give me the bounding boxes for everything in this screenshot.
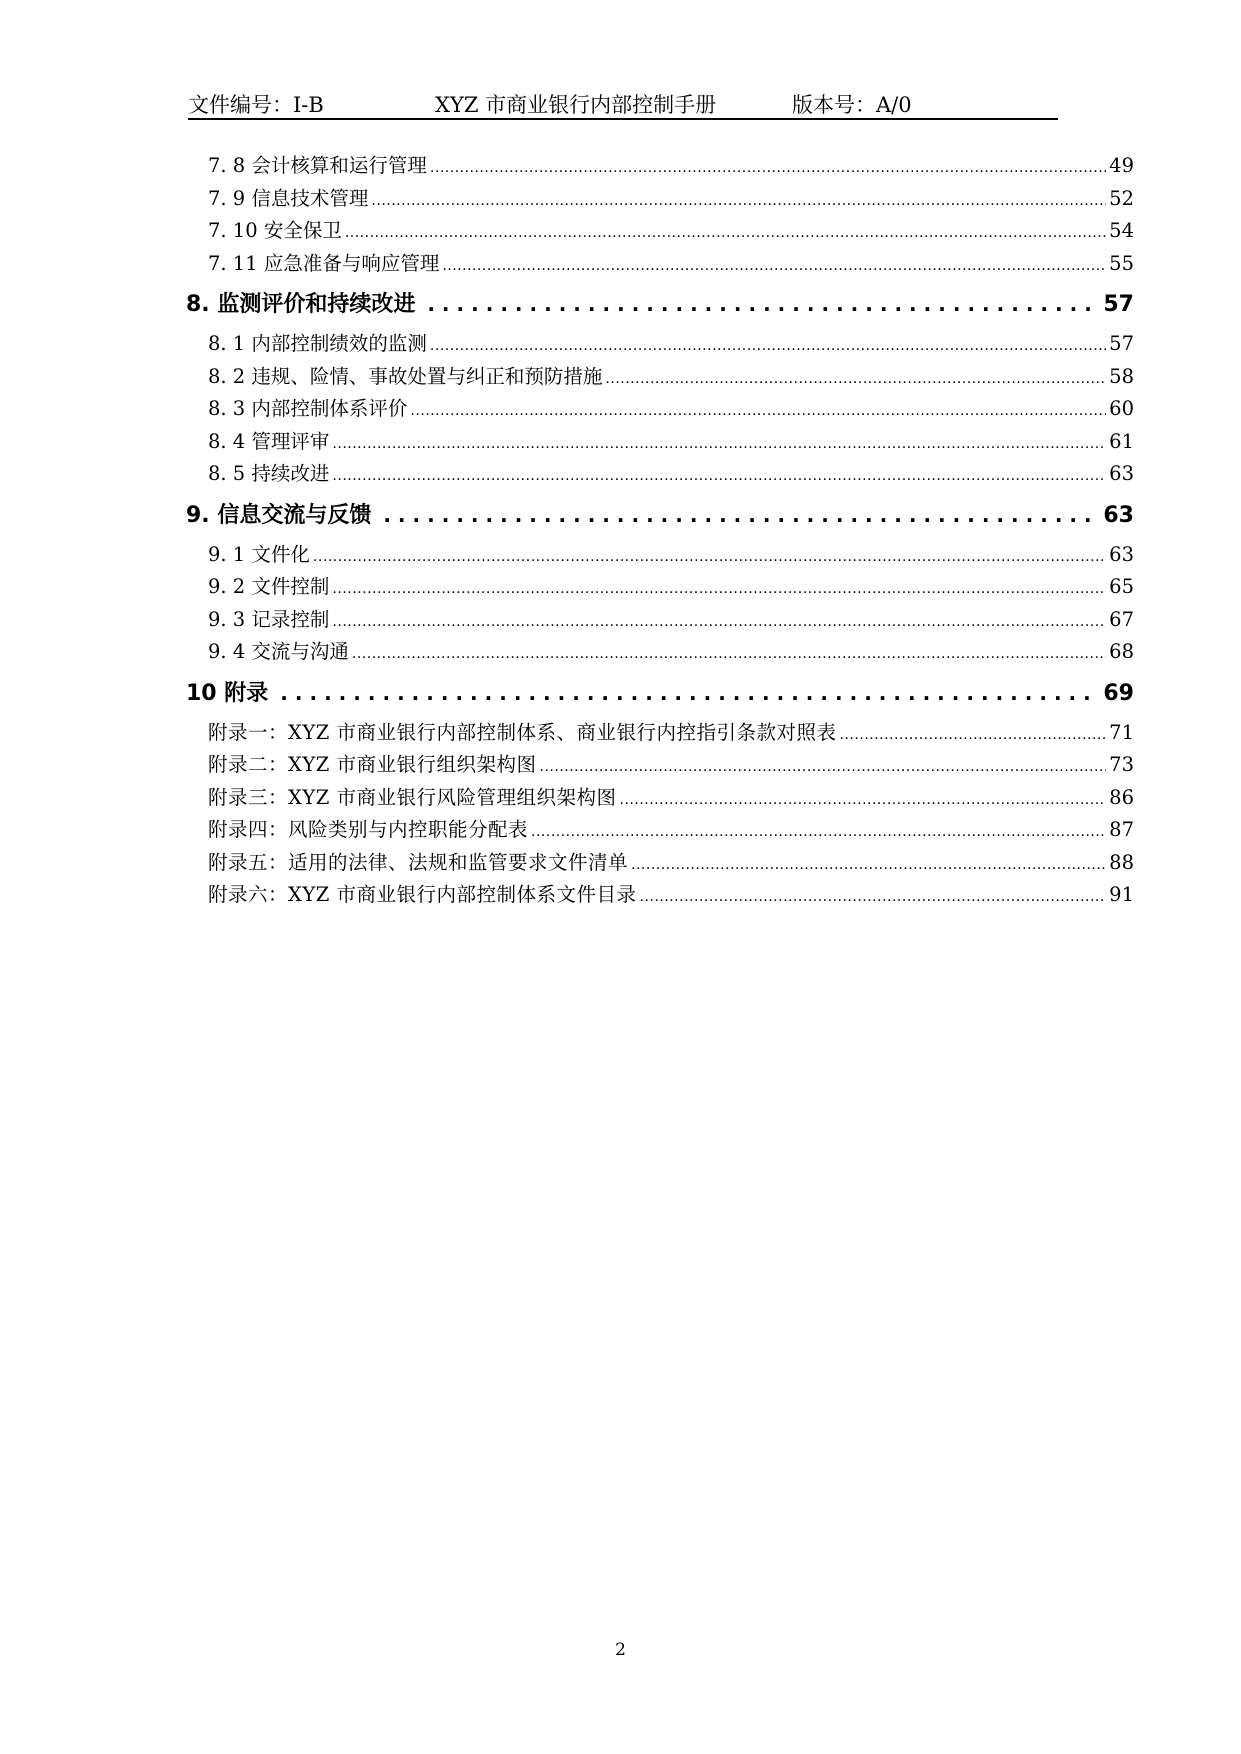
toc-entry[interactable]: [186, 847, 1134, 880]
toc-entry-page-number: 55: [1109, 251, 1134, 275]
toc-dot-leader: [332, 573, 1106, 606]
toc-dot-leader: [352, 638, 1106, 671]
toc-dot-leader: [540, 751, 1107, 784]
toc-dot-leader: [371, 185, 1106, 218]
document-title: XYZ 市商业银行内部控制手册: [435, 93, 717, 117]
toc-entry[interactable]: [186, 636, 1134, 669]
toc-dot-leader: [280, 669, 1097, 717]
toc-entry-label: 10 附录: [186, 680, 269, 706]
toc-entry-label: 7. 10 安全保卫: [208, 219, 342, 242]
toc-entry-label: 8. 2 违规、险情、事故处置与纠正和预防措施: [208, 364, 603, 388]
toc-entry-page-number: 87: [1109, 818, 1134, 841]
toc-entry-page-number: 67: [1109, 607, 1134, 631]
toc-entry-label: 9. 3 记录控制: [208, 607, 330, 631]
toc-entry-label: 8. 5 持续改进: [208, 462, 330, 485]
toc-entry-label: 8. 监测评价和持续改进: [186, 292, 416, 317]
toc-entry[interactable]: [186, 717, 1134, 750]
toc-entry[interactable]: [186, 328, 1134, 361]
toc-entry-label: 附录三：XYZ 市商业银行风险管理组织架构图: [208, 785, 617, 809]
toc-entry-page-number: 63: [1109, 462, 1134, 485]
toc-dot-leader: [620, 784, 1107, 817]
toc-entry-label: 8. 1 内部控制绩效的监测: [208, 332, 427, 355]
toc-dot-leader: [332, 428, 1106, 461]
toc-dot-leader: [427, 280, 1097, 328]
toc-dot-leader: [631, 849, 1106, 882]
document-number: 文件编号：I-B: [188, 93, 324, 117]
toc-entry[interactable]: [186, 879, 1134, 912]
toc-entry-page-number: 52: [1109, 186, 1134, 210]
toc-entry-label: 9. 4 交流与沟通: [208, 640, 349, 663]
toc-entry[interactable]: [186, 749, 1134, 782]
toc-entry[interactable]: [186, 150, 1134, 183]
toc-section-heading[interactable]: [186, 491, 1134, 539]
toc-entry-page-number: 71: [1109, 720, 1134, 744]
toc-dot-leader: [345, 217, 1106, 250]
toc-entry[interactable]: [186, 814, 1134, 847]
toc-entry-label: 附录四：风险类别与内控职能分配表: [208, 818, 529, 841]
page-number: 2: [615, 1640, 626, 1660]
toc-entry-page-number: 88: [1109, 850, 1134, 874]
toc-entry[interactable]: [186, 604, 1134, 637]
toc-entry[interactable]: [186, 539, 1134, 572]
toc-entry[interactable]: [186, 183, 1134, 216]
toc-dot-leader: [442, 250, 1106, 283]
toc-entry-page-number: 61: [1109, 429, 1134, 453]
toc-entry-page-number: 91: [1109, 883, 1134, 906]
toc-entry-page-number: 49: [1109, 154, 1134, 177]
toc-dot-leader: [840, 719, 1107, 752]
toc-entry-label: 附录一：XYZ 市商业银行内部控制体系、商业银行内控指引条款对照表: [208, 720, 837, 744]
toc-dot-leader: [332, 460, 1106, 493]
toc-entry-label: 9. 2 文件控制: [208, 575, 330, 598]
toc-entry-page-number: 68: [1109, 640, 1134, 663]
toc-dot-leader: [332, 606, 1106, 639]
toc-entry[interactable]: [186, 361, 1134, 394]
toc-entry-page-number: 60: [1109, 397, 1134, 420]
toc-entry-page-number: 73: [1109, 753, 1134, 776]
toc-entry-label: 7. 8 会计核算和运行管理: [208, 154, 427, 177]
toc-entry[interactable]: [186, 426, 1134, 459]
toc-entry-page-number: 86: [1109, 785, 1134, 809]
toc-entry-page-number: 65: [1109, 575, 1134, 598]
toc-entry-label: 附录五：适用的法律、法规和监管要求文件清单: [208, 850, 629, 874]
toc-entry-label: 8. 3 内部控制体系评价: [208, 397, 408, 420]
toc-entry-label: 附录六：XYZ 市商业银行内部控制体系文件目录: [208, 883, 637, 906]
toc-entry-page-number: 57: [1109, 332, 1134, 355]
toc-entry-label: 7. 11 应急准备与响应管理: [208, 251, 440, 275]
toc-section-heading[interactable]: [186, 669, 1134, 717]
toc-dot-leader: [430, 152, 1106, 185]
toc-entry[interactable]: [186, 215, 1134, 248]
toc-entry-page-number: 57: [1103, 292, 1134, 317]
toc-entry[interactable]: [186, 782, 1134, 815]
table-of-contents: [186, 150, 1134, 912]
toc-entry[interactable]: [186, 393, 1134, 426]
toc-entry-page-number: 54: [1109, 219, 1134, 242]
toc-dot-leader: [640, 881, 1107, 914]
toc-section-heading[interactable]: [186, 280, 1134, 328]
toc-dot-leader: [605, 363, 1106, 396]
toc-entry-label: 9. 1 文件化: [208, 542, 310, 566]
toc-entry-label: 7. 9 信息技术管理: [208, 186, 369, 210]
toc-dot-leader: [430, 330, 1106, 363]
toc-entry[interactable]: [186, 458, 1134, 491]
page-header: [188, 86, 1058, 120]
toc-entry-label: 8. 4 管理评审: [208, 429, 330, 453]
toc-dot-leader: [410, 395, 1106, 428]
version-number: 版本号：A/0: [792, 93, 912, 117]
toc-dot-leader: [531, 816, 1106, 849]
toc-entry-label: 9. 信息交流与反馈: [186, 502, 372, 528]
toc-entry-page-number: 58: [1109, 364, 1134, 388]
toc-entry-page-number: 63: [1109, 542, 1134, 566]
toc-dot-leader: [383, 491, 1097, 539]
toc-entry-page-number: 69: [1103, 680, 1134, 706]
toc-entry[interactable]: [186, 248, 1134, 281]
toc-entry-label: 附录二：XYZ 市商业银行组织架构图: [208, 753, 537, 776]
toc-entry[interactable]: [186, 571, 1134, 604]
toc-dot-leader: [313, 541, 1106, 574]
toc-entry-page-number: 63: [1103, 502, 1134, 528]
